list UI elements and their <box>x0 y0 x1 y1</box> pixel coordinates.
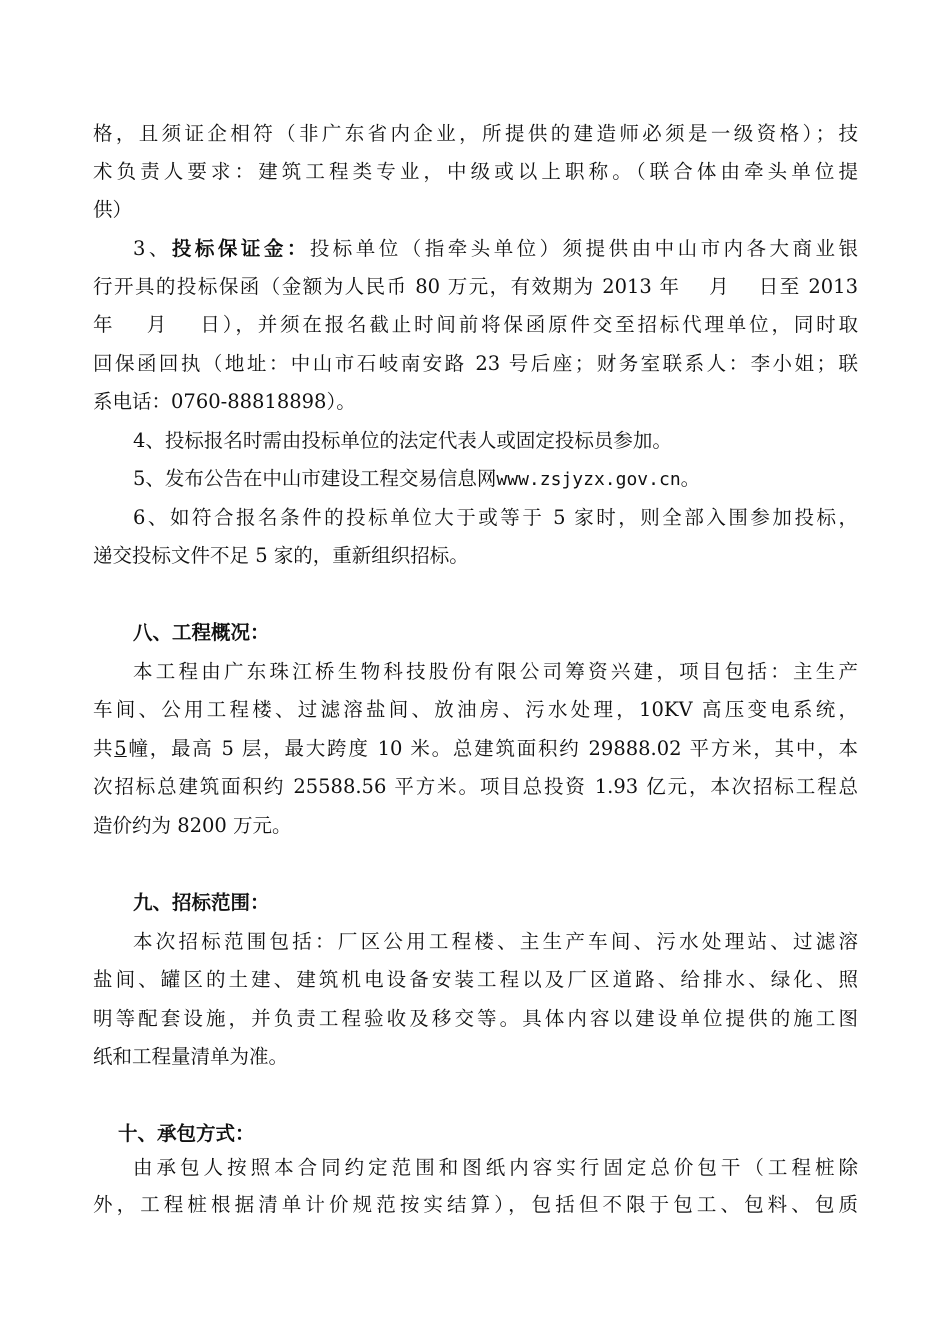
section-heading: 十、承包方式： <box>118 1122 255 1145</box>
paragraph-line: 明等配套设施，并负责工程验收及移交等。具体内容以建设单位提供的施工图 <box>93 1007 858 1030</box>
paragraph-line: 造价约为 8200 万元。 <box>93 814 292 837</box>
paragraph-line: 次招标总建筑面积约 25588.56 平方米。项目总投资 1.93 亿元，本次招标工程总 <box>93 775 858 798</box>
paragraph-line: 行开具的投标保函（金额为人民币 80 万元，有效期为 2013 年 月 日至 2013 <box>93 275 858 298</box>
paragraph-line: 由承包人按照本合同约定范围和图纸内容实行固定总价包干（工程桩除 <box>133 1156 858 1179</box>
item-number: 3、 <box>133 237 172 260</box>
paragraph-line: 纸和工程量清单为准。 <box>93 1045 289 1068</box>
paragraph-line: 本工程由广东珠江桥生物科技股份有限公司筹资兴建，项目包括：主生产 <box>133 660 858 683</box>
paragraph-line: 6、如符合报名条件的投标单位大于或等于 5 家时，则全部入围参加投标， <box>133 506 858 529</box>
paragraph-line: 本次招标范围包括：厂区公用工程楼、主生产车间、污水处理站、过滤溶 <box>133 930 858 953</box>
paragraph-line: 4、投标报名时需由投标单位的法定代表人或固定投标员参加。 <box>133 429 672 452</box>
paragraph-line: 格，且须证企相符（非广东省内企业，所提供的建造师必须是一级资格）；技 <box>93 122 858 145</box>
paragraph-line: 递交投标文件不足 5 家的，重新组织招标。 <box>93 544 469 567</box>
section-heading: 八、工程概况： <box>133 621 270 644</box>
paragraph-line: 外，工程桩根据清单计价规范按实结算），包括但不限于包工、包料、包质 <box>93 1193 858 1216</box>
paragraph-line: 术负责人要求：建筑工程类专业，中级或以上职称。（联合体由牵头单位提 <box>93 160 858 183</box>
paragraph-line: 系电话：0760-88818898）。 <box>93 390 356 413</box>
section-heading: 九、招标范围： <box>133 891 270 914</box>
underlined-count: 5 <box>114 737 127 760</box>
website-link[interactable]: www.zsjyzx.gov.cn <box>496 469 681 490</box>
paragraph-line: 盐间、罐区的土建、建筑机电设备安装工程以及厂区道路、给排水、绿化、照 <box>93 968 858 991</box>
paragraph-line: 供） <box>93 198 133 221</box>
paragraph-line: 车间、公用工程楼、过滤溶盐间、放油房、污水处理，10KV 高压变电系统， <box>93 698 858 721</box>
bid-bond-line <box>133 236 858 262</box>
text-segment: 幢，最高 5 层，最大跨度 10 米。总建筑面积约 29888.02 平方米，其中，本 <box>126 737 858 760</box>
paragraph-line: 年 月 日），并须在报名截止时间前将保函原件交至招标代理单位，同时取 <box>93 313 858 336</box>
period-text: 。 <box>680 467 701 490</box>
announcement-text: 5、发布公告在中山市建设工程交易信息网 <box>133 467 497 490</box>
bid-bond-text: 投标单位（指牵头单位）须提供由中山市内各大商业银 <box>309 237 858 260</box>
text-segment: 共 <box>93 737 115 760</box>
announcement-line <box>133 466 858 492</box>
bid-bond-label: 投标保证金： <box>171 237 310 260</box>
paragraph-line: 回保函回执（地址：中山市石岐南安路 23 号后座；财务室联系人：李小姐；联 <box>93 352 858 375</box>
paragraph-line <box>93 736 858 762</box>
